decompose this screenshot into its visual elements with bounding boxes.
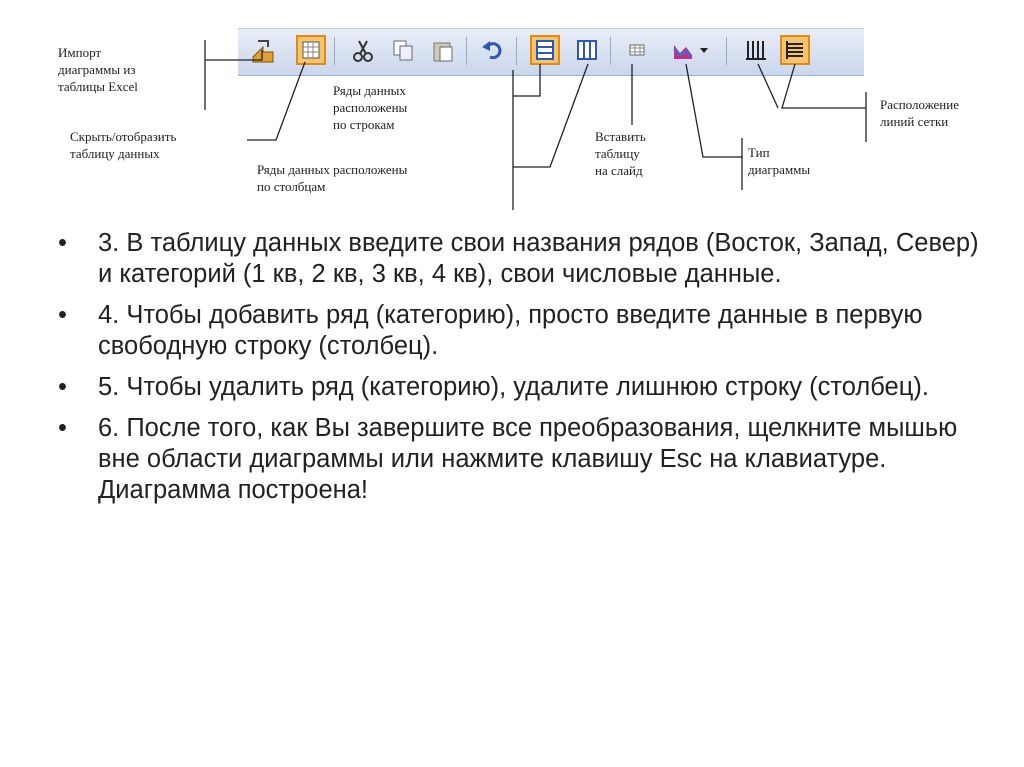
- instructions-list: [58, 228, 988, 516]
- bullet-symbol: •: [58, 373, 67, 401]
- list-item: • 4. Чтобы добавить ряд (категорию), просто введите данные в первую свободную строку (столбец).: [58, 301, 923, 360]
- import-callout-line: [205, 40, 262, 110]
- series-by-columns-callout: Ряды данных расположены по столбцам: [257, 162, 408, 194]
- gridlines-callout: Расположение линий сетки: [880, 97, 959, 129]
- list-item: • 3. В таблицу данных введите свои названия рядов (Восток, Запад, Север) и категорий (1 кв, 2 кв, 3 кв, 4 кв), свои числовые данные.: [58, 229, 979, 288]
- callout-lines: [0, 0, 1024, 210]
- toggle-datasheet-callout: Скрыть/отобразить таблицу данных: [70, 129, 177, 161]
- chart-type-callout: Тип диаграммы: [748, 145, 811, 177]
- insert-table-callout: Вставить таблицу на слайд: [595, 129, 646, 178]
- bullet-symbol: •: [58, 301, 67, 329]
- bullet-symbol: •: [58, 229, 67, 257]
- datasheet-callout-line: [247, 62, 305, 140]
- list-item: • 6. После того, как Вы завершите все преобразования, щелкните мышью вне области диаграммы или нажмите клавишу Esc на клавиатуре. Диаграмма построена!: [58, 414, 958, 504]
- list-item: • 5. Чтобы удалить ряд (категорию), удалите лишнюю строку (столбец).: [58, 373, 929, 401]
- bullet-symbol: •: [58, 414, 67, 442]
- chart-type-callout-line: [686, 64, 742, 190]
- import-excel-callout: Импорт диаграммы из таблицы Excel: [58, 45, 138, 94]
- series-by-rows-callout: Ряды данных расположены по строкам: [333, 83, 408, 132]
- series-callout-lines: [513, 64, 588, 210]
- gridlines-callout-lines: [758, 64, 866, 142]
